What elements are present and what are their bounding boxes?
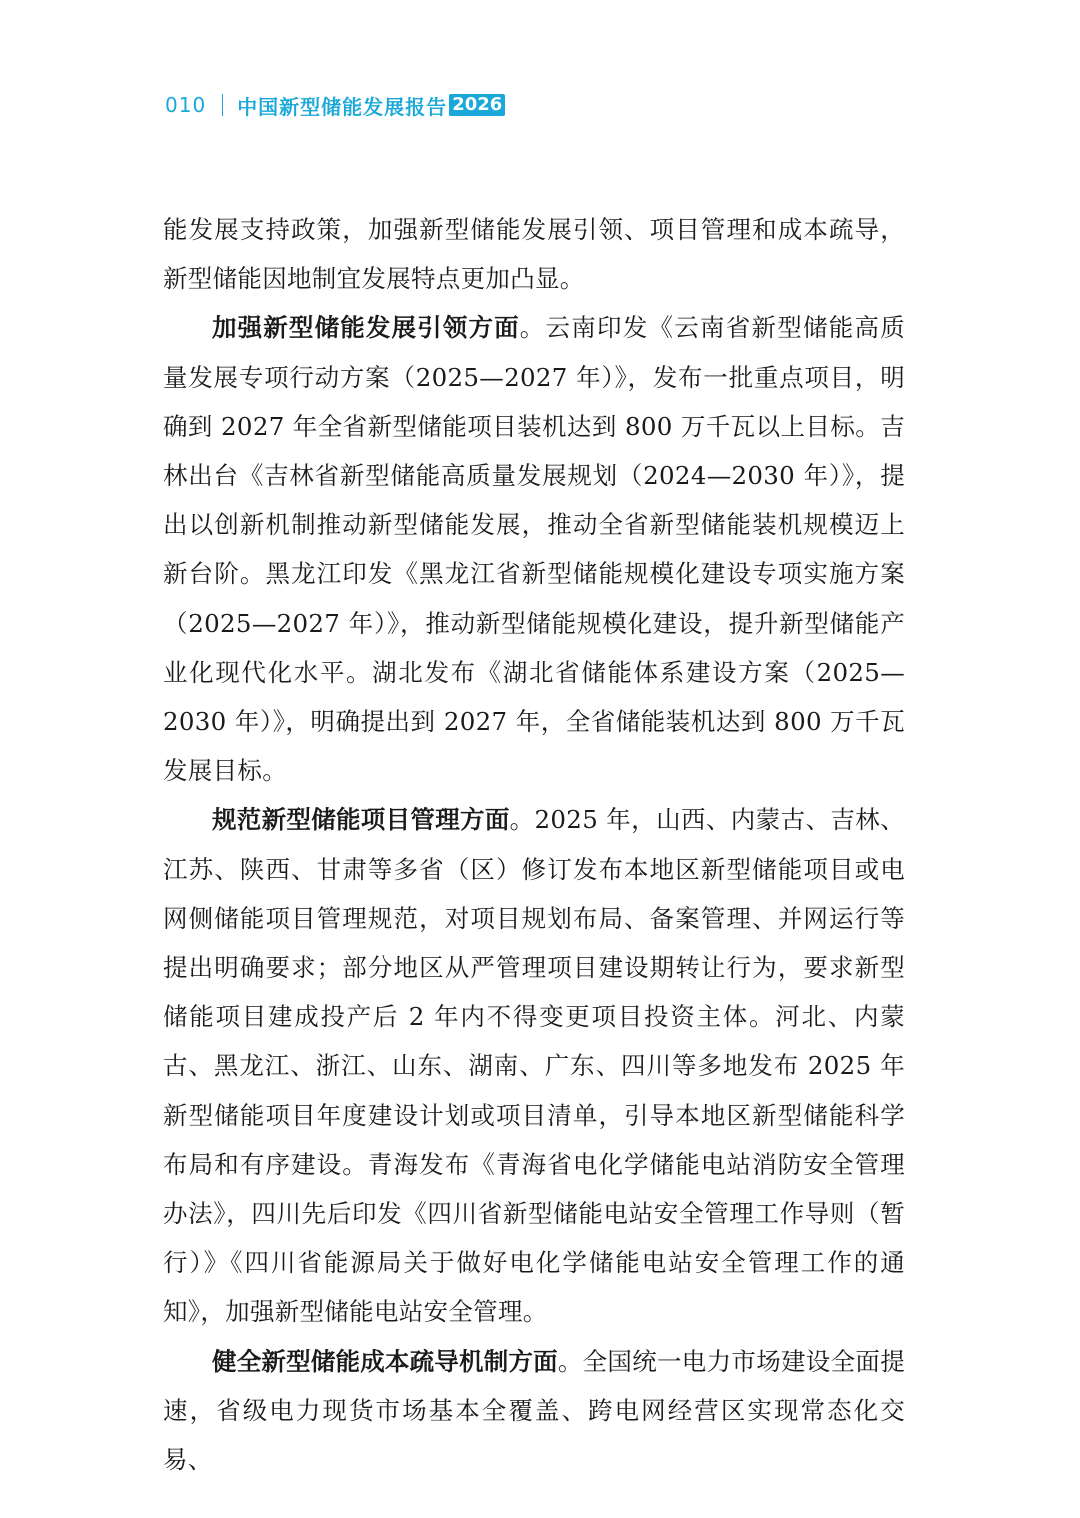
paragraph-lead: 健全新型储能成本疏导机制方面	[212, 1346, 558, 1376]
paragraph-development-guidance	[163, 303, 905, 795]
body-text	[163, 205, 905, 1484]
paragraph-lead: 加强新型储能发展引领方面	[212, 313, 520, 343]
report-title: 中国新型储能发展报告	[237, 94, 448, 119]
paragraph-lead: 规范新型储能项目管理方面	[212, 805, 510, 835]
paragraph-text: 。全国统一电力市场建设全面提速，省级电力现货市场基本全覆盖、跨电网经营区实现常态化交易、	[163, 1346, 906, 1475]
paragraph-text: 。云南印发《云南省新型储能高质量发展专项行动方案（2025—2027 年）》，发布一批重点项目，明确到 2027 年全省新型储能项目装机达到 800 万千瓦以上目标。吉林出台《吉林省新型储能高质量发展规划（2024—2030 年）》，提出以创新机制推动新型储能发展，推动全省新型储能装机规模迈上新台阶。黑龙江印发《黑龙江省新型储能规模化建设专项实施方案（2025—2027 年）》，推动新型储能规模化建设，提升新型储能产业化现代化水平。湖北发布《湖北省储能体系建设方案（2025—2030 年）》，明确提出到 2027 年，全省储能装机达到 800 万千瓦发展目标。	[163, 313, 905, 786]
report-year-badge: 2026	[449, 94, 505, 116]
paragraph-text: 。2025 年，山西、内蒙古、吉林、江苏、陕西、甘肃等多省（区）修订发布本地区新型储能项目或电网侧储能项目管理规范，对项目规划布局、备案管理、并网运行等提出明确要求；部分地区从严管理项目建设期转让行为，要求新型储能项目建成投产后 2 年内不得变更项目投资主体。河北、内蒙古、黑龙江、浙江、山东、湖南、广东、四川等多地发布 2025 年新型储能项目年度建设计划或项目清单，引导本地区新型储能科学布局和有序建设。青海发布《青海省电化学储能电站消防安全管理办法》，四川先后印发《四川省新型储能电站安全管理工作导则（暂行）》《四川省能源局关于做好电化学储能电站安全管理工作的通知》，加强新型储能电站安全管理。	[163, 805, 905, 1327]
paragraph-cost-recovery	[163, 1337, 905, 1485]
header-divider	[222, 94, 223, 116]
paragraph-text: 能发展支持政策，加强新型储能发展引领、项目管理和成本疏导，新型储能因地制宜发展特点更加凸显。	[163, 215, 905, 294]
running-header	[165, 90, 505, 120]
paragraph-continuation	[163, 205, 905, 303]
page-number: 010	[165, 93, 207, 117]
paragraph-project-management	[163, 795, 905, 1336]
